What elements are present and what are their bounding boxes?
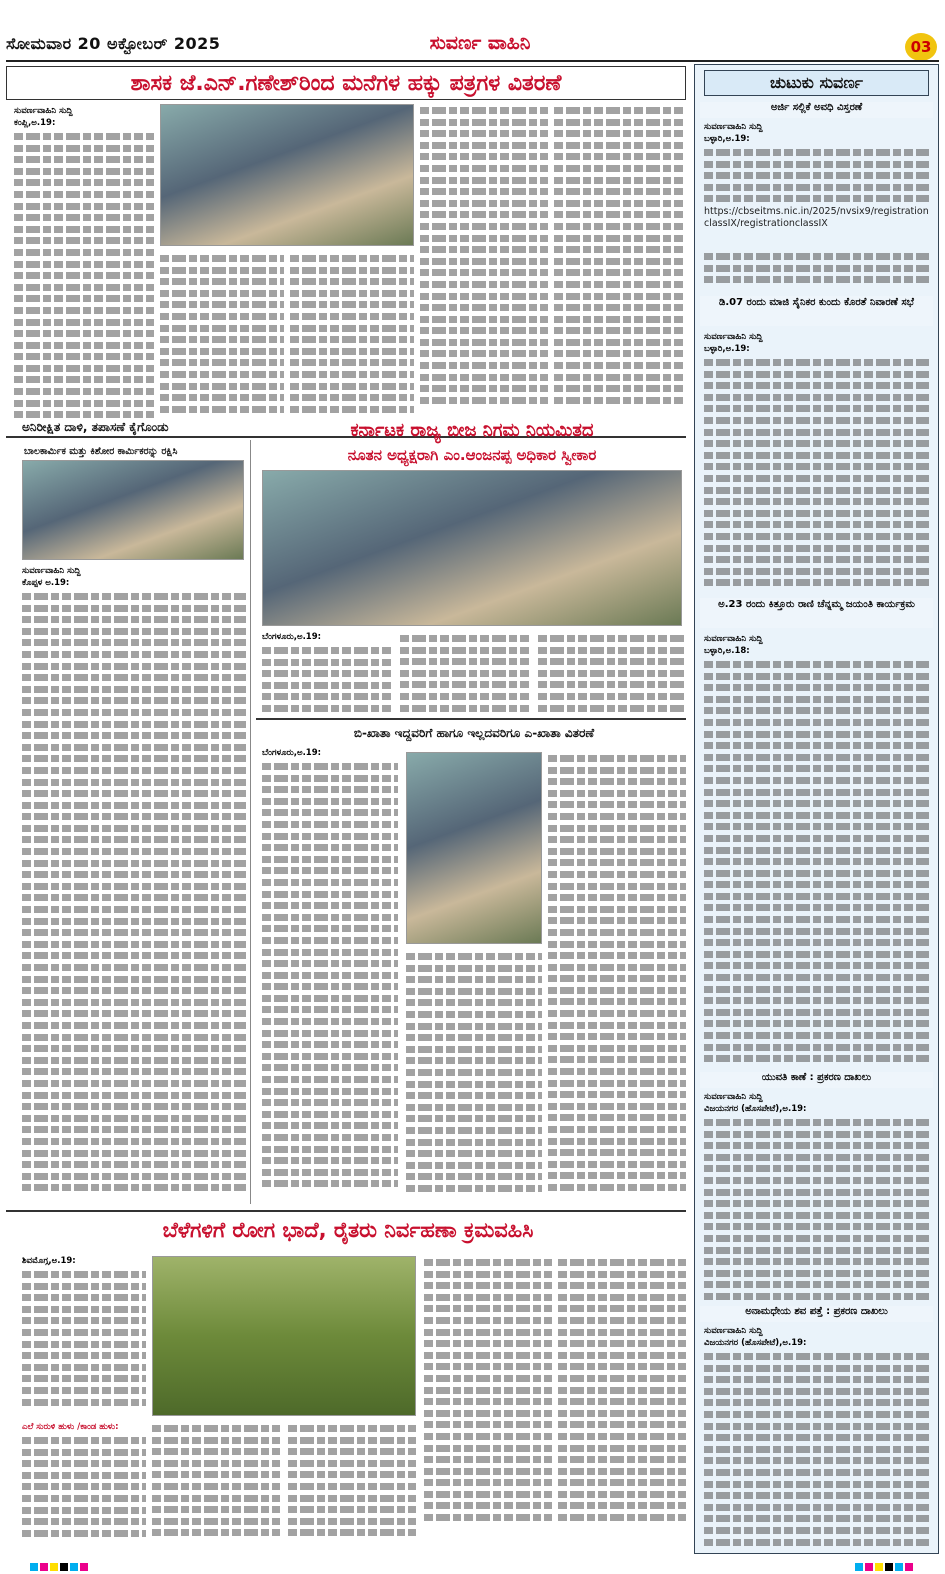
sidebar-item-3-headline: ಅ.23 ರಂದು ಕಿತ್ತೂರು ರಾಣಿ ಚೆನ್ನಮ್ಮ ಜಯಂತಿ ಕಾರ್ಯಕ್ರಮ	[700, 598, 933, 628]
story-5-col-1b	[22, 1434, 146, 1546]
story-1-headline-box	[6, 66, 686, 100]
sidebar-item-2-body	[704, 356, 929, 592]
story-3-col-1	[262, 644, 394, 714]
story-5-col-3	[288, 1422, 416, 1546]
sidebar-item-3-body	[704, 658, 929, 1066]
story-5-rule	[6, 1210, 686, 1212]
story-1-photo	[160, 104, 414, 246]
sidebar-item-1-body-b	[704, 250, 929, 288]
story-4-dateline: ಬೆಂಗಳೂರು,ಅ.19:	[262, 748, 322, 758]
story-3-photo	[262, 470, 682, 626]
story-3-col-3	[538, 632, 684, 714]
story-3-dateline: ಬೆಂಗಳೂರು,ಅ.19:	[262, 632, 322, 642]
sidebar-item-5-byline: ಸುವರ್ಣವಾಹಿನಿ ಸುದ್ದಿ	[704, 1326, 763, 1336]
story-2-headline-text: ಅನಿರೀಕ್ಷಿತ ದಾಳಿ, ತಪಾಸಣೆ ಕೈಗೊಂಡು	[22, 420, 169, 434]
story-3-headline-2: ನೂತನ ಅಧ್ಯಕ್ಷರಾಗಿ ಎಂ.ಆಂಜನಪ್ಪ ಅಧಿಕಾರ ಸ್ವೀಕಾರ	[347, 446, 597, 464]
sidebar-item-3-dateline: ಬಳ್ಳಾರಿ,ಅ.18:	[704, 646, 750, 656]
story-1-col-1	[14, 130, 154, 430]
registration-marks-left	[30, 1563, 90, 1571]
sidebar-item-2-headline: ಡಿ.07 ರಂದು ಮಾಜಿ ಸೈನಿಕರ ಕುಂದು ಕೊರತೆ ನಿವಾರಣೆ ಸಭೆ	[700, 296, 933, 326]
story-4-col-2	[406, 950, 542, 1204]
sidebar-item-5-headline: ಅನಾಮಧೇಯ ಶವ ಪತ್ತೆ : ಪ್ರಕರಣ ದಾಖಲು	[700, 1306, 933, 1322]
issue-date: ಸೋಮವಾರ 20 ಅಕ್ಟೋಬರ್ 2025	[6, 34, 221, 53]
page-header	[0, 0, 945, 62]
story-4-col-1	[262, 760, 398, 1204]
sidebar-item-4-dateline: ವಿಜಯನಗರ (ಹೊಸಪೇಟೆ),ಅ.19:	[704, 1104, 807, 1114]
sidebar-item-1-dateline: ಬಳ್ಳಾರಿ,ಅ.19:	[704, 134, 750, 144]
story-3-col-2	[400, 632, 532, 714]
registration-marks-right	[855, 1563, 915, 1571]
sidebar-item-5-body	[704, 1350, 929, 1546]
page-footer	[0, 1558, 945, 1574]
story-4-rule	[256, 718, 686, 720]
masthead-logo: ಸುವರ್ಣ ವಾಹಿನಿ	[429, 32, 531, 54]
sidebar-item-1-body	[704, 146, 929, 204]
story-5-col-1	[22, 1268, 146, 1418]
sidebar-item-5-dateline: ವಿಜಯನಗರ (ಹೊಸಪೇಟೆ),ಅ.19:	[704, 1338, 807, 1348]
story-5-col-4	[424, 1256, 552, 1546]
story-1-dateline: ಕಂಪ್ಲಿ,ಅ.19:	[14, 118, 56, 128]
story-2-subhead: ಬಾಲಕಾರ್ಮಿಕ ಮತ್ತು ಕಿಶೋರ ಕಾರ್ಮಿಕರನ್ನು ರಕ್ಷಿಸಿ	[24, 446, 178, 457]
story-2-photo	[22, 460, 244, 560]
story-1-col-5	[554, 104, 686, 430]
sidebar-item-4-headline: ಯುವತಿ ಕಾಣೆ : ಪ್ರಕರಣ ದಾಖಲು	[700, 1072, 933, 1088]
header-divider	[6, 60, 939, 62]
story-1-col-4	[420, 104, 548, 430]
story-1-col-3	[290, 252, 414, 430]
sidebar-item-2-byline: ಸುವರ್ಣವಾಹಿನಿ ಸುದ್ದಿ	[704, 332, 763, 342]
story-4-col-3	[548, 752, 686, 1204]
story-1-headline: ಶಾಸಕ ಜೆ.ಎನ್.ಗಣೇಶ್‌ರಿಂದ ಮನೆಗಳ ಹಕ್ಕು ಪತ್ರಗಳ ವಿತರಣೆ	[130, 70, 562, 96]
page-number: 03	[905, 33, 937, 61]
sidebar-item-1-byline: ಸುವರ್ಣವಾಹಿನಿ ಸುದ್ದಿ	[704, 122, 763, 132]
story-5-dateline: ಶಿವಮೊಗ್ಗ,ಅ.19:	[22, 1256, 76, 1266]
story-5-subhead: ಎಲೆ ಸುರುಳಿ ಹುಳು /ಕಾಂಡ ಹುಳು:	[22, 1422, 119, 1432]
story-5-headline: ಬೆಳೆಗಳಿಗೆ ರೋಗ ಭಾದೆ, ರೈತರು ನಿರ್ವಹಣಾ ಕ್ರಮವಹಿಸಿ	[162, 1218, 534, 1242]
story-5-col-5	[558, 1256, 686, 1546]
story-1-byline: ಸುವರ್ಣವಾಹಿನಿ ಸುದ್ದಿ	[14, 106, 73, 116]
story-1-col-2	[160, 252, 284, 430]
story-3-headline-1: ಕರ್ನಾಟಕ ರಾಜ್ಯ ಬೀಜ ನಿಗಮ ನಿಯಮಿತದ	[350, 420, 594, 441]
story-4-photo	[406, 752, 542, 944]
sidebar-item-1-headline: ಅರ್ಜಿ ಸಲ್ಲಿಕೆ ಅವಧಿ ವಿಸ್ತರಣೆ	[700, 102, 933, 118]
story-4-headline: ಬಿ-ಖಾತಾ ಇದ್ದವರಿಗೆ ಹಾಗೂ ಇಲ್ಲದವರಿಗೂ ಎ-ಖಾತಾ ವಿತರಣೆ	[353, 726, 595, 740]
story-5-col-2	[152, 1422, 280, 1546]
sidebar-item-4-byline: ಸುವರ್ಣವಾಹಿನಿ ಸುದ್ದಿ	[704, 1092, 763, 1102]
story-5-photo	[152, 1256, 416, 1416]
sidebar-title: ಚುಟುಕು ಸುವರ್ಣ	[704, 70, 929, 96]
sidebar-item-2-dateline: ಬಳ್ಳಾರಿ,ಅ.19:	[704, 344, 750, 354]
story-2-divider	[250, 440, 251, 1204]
sidebar-item-1-url[interactable]: https://cbseitms.nic.in/2025/nvsix9/registrationclassIX/registrationclassIX	[704, 206, 929, 229]
story-2-body	[22, 590, 246, 1198]
story-2-byline: ಸುವರ್ಣವಾಹಿನಿ ಸುದ್ದಿ	[22, 566, 81, 576]
sidebar-item-3-byline: ಸುವರ್ಣವಾಹಿನಿ ಸುದ್ದಿ	[704, 634, 763, 644]
sidebar-item-4-body	[704, 1116, 929, 1302]
story-2-dateline: ಕೊಪ್ಪಳ ಅ.19:	[22, 578, 70, 588]
